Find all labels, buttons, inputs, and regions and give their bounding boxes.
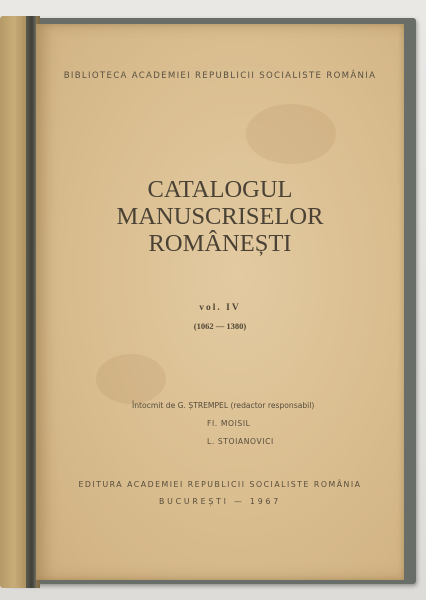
title-line-2: MANUSCRISELOR <box>116 203 324 230</box>
credit-author-3: L. STOIANOVICI <box>207 437 274 446</box>
credits-block <box>132 397 315 451</box>
publisher-name: EDITURA ACADEMIEI REPUBLICII SOCIALISTE ROMÂNIA <box>78 480 362 489</box>
title-page <box>36 24 404 580</box>
title-line-1: CATALOGUL <box>147 176 293 203</box>
volume-number: vol. IV <box>199 303 241 313</box>
credit-compiler: Întocmit de G. ȘTREMPEL (redactor responsabil) <box>132 401 315 410</box>
credit-author-2: FI. MOISIL <box>207 419 251 428</box>
paper-stain <box>246 104 336 164</box>
library-header: BIBLIOTECA ACADEMIEI REPUBLICII SOCIALISTE ROMÂNIA <box>63 71 377 81</box>
book-title <box>36 176 404 257</box>
manuscript-range: (1062 — 1380) <box>193 321 247 331</box>
publication-place-year: BUCUREȘTI — 1967 <box>159 497 281 506</box>
title-line-3: ROMÂNEȘTI <box>148 230 292 257</box>
spine-binding-edge <box>26 16 36 588</box>
